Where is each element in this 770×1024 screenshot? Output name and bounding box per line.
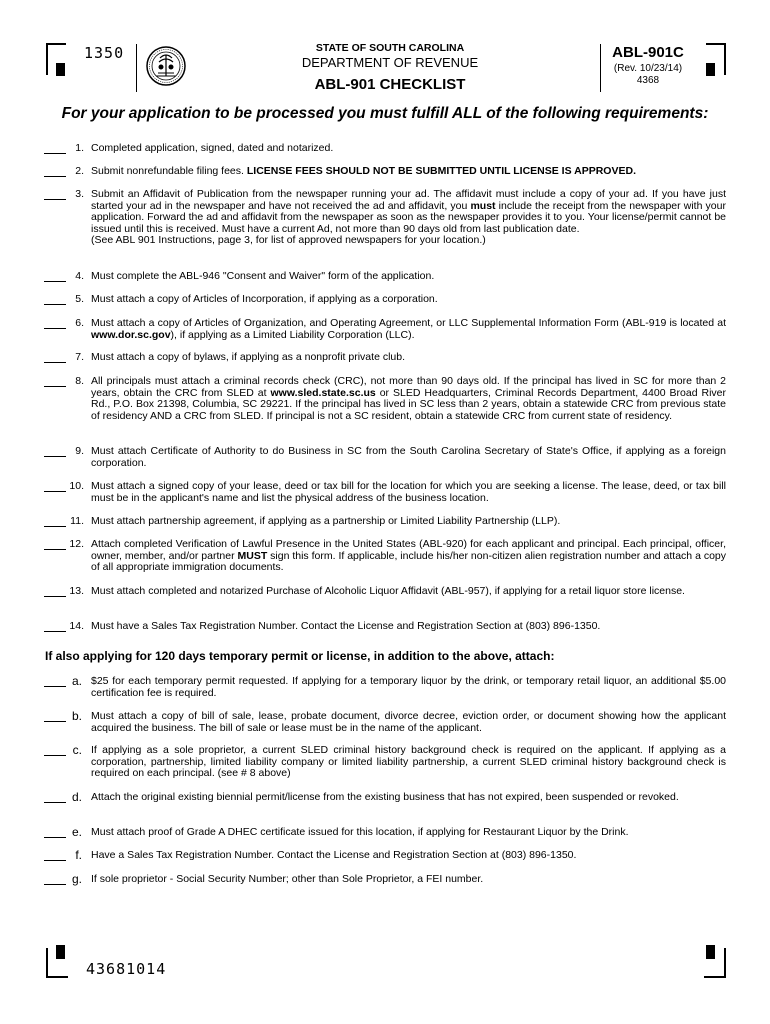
corner-mark-top-right-v: [724, 43, 726, 75]
corner-mark-top-left-h: [46, 43, 66, 45]
header-department: DEPARTMENT OF REVENUE: [301, 55, 479, 70]
item-text: $25 for each temporary permit requested. If applying for a temporary liquor by the drink, or temporary retail liquor, an additional $5.00 certification fee is required.: [91, 675, 726, 699]
item-text: [91, 166, 726, 178]
checklist-item-g: [44, 874, 726, 886]
item-number: 1.: [75, 142, 84, 154]
item-number: 12.: [69, 538, 84, 550]
checklist-item-10: [44, 481, 726, 504]
checklist-item-7: [44, 352, 726, 364]
corner-mark-top-right-block: [706, 63, 715, 76]
form-id-bottom: 43681014: [86, 960, 167, 978]
item-text: Must attach completed and notarized Purchase of Alcoholic Liquor Affidavit (ABL-957), if applying for a retail liquor store license.: [91, 585, 685, 597]
checklist-item-9: [44, 446, 726, 469]
corner-mark-bottom-right-block: [706, 945, 715, 959]
checklist-item-12: [44, 539, 726, 574]
form-revision: (Rev. 10/23/14): [613, 63, 683, 74]
checklist-item-8: [44, 376, 726, 422]
item-text-bold: MUST: [237, 549, 268, 562]
item-number: 3.: [75, 188, 84, 200]
corner-mark-bottom-left-h: [46, 976, 68, 978]
item-text: Must attach Certificate of Authority to do Business in SC from the South Carolina Secretary of State's Office, if applying as a foreign corporation.: [91, 445, 726, 469]
item-text: Must attach a signed copy of your lease, deed or tax bill for the location for which you are seeking a license. The lease, deed, or tax bill must be in the applicant's name and list the physical address of the business location.: [91, 480, 726, 504]
item-number: 14.: [69, 620, 84, 632]
item-letter: e.: [71, 825, 82, 839]
checklist-item-3: [44, 189, 726, 247]
item-text: Attach the original existing biennial permit/license from the existing business that has not expired, been suspended or revoked.: [91, 791, 679, 803]
item-letter: b.: [71, 709, 82, 723]
corner-mark-top-left-v: [46, 43, 48, 75]
header-center: [280, 42, 500, 93]
item-number: 2.: [75, 165, 84, 177]
item-letter: d.: [71, 790, 82, 804]
item-text-bold: must: [470, 199, 496, 212]
item-text: Must complete the ABL-946 "Consent and Waiver" form of the application.: [91, 270, 435, 282]
item-text-part: or SLED Headquarters, Criminal Records Department, 4400 Broad River Rd., P.O. Box 21398, Columbia, SC 29221. If the principal has lived in SC less than 2 years, obtain a statewide CRC from previous state of residency AND a CRC from SLED. If principal is not a SC resident, obtain a statewide CRC from current state of residency.: [91, 386, 726, 422]
header-divider-left: [136, 44, 137, 92]
header-divider-right: [600, 44, 601, 92]
checklist-item-13: [44, 586, 726, 598]
item-number: 13.: [69, 585, 84, 597]
checklist-item-1: [44, 143, 726, 155]
item-number: 9.: [75, 445, 84, 457]
form-code-box: [603, 44, 693, 86]
form-code: ABL-901C: [612, 44, 684, 61]
item-text: Must attach partnership agreement, if applying as a partnership or Limited Liability Partnership (LLP).: [91, 515, 561, 527]
item-text: [91, 539, 726, 574]
item-number: 6.: [75, 317, 84, 329]
item-text-part: Submit an Affidavit of Publication from the newspaper running your ad. The affidavit must include a copy of your ad. If you have just started your ad in the newspaper and have not received the ad and affidavit, you: [91, 188, 726, 212]
checklist-item-c: [44, 745, 726, 780]
item-text: Must attach a copy of bill of sale, lease, probate document, divorce decree, eviction order, or document showing how the applicant acquired the business. The bill of sale or lease must be in the name of the applicant.: [91, 710, 726, 734]
item-text-part: include the receipt from the newspaper with your application. Forward the ad and affidavit from the newspaper as soon as the newspaper provides it to you. Your license/permit cannot be issued until this is received. Must have a current Ad, not more than 90 days old from last publication date.: [91, 199, 726, 235]
corner-mark-bottom-right-v: [724, 948, 726, 978]
state-seal-icon: [146, 46, 186, 86]
item-number: 4.: [75, 270, 84, 282]
item-text-bold: LICENSE FEES SHOULD NOT BE SUBMITTED UNTIL LICENSE IS APPROVED.: [246, 165, 636, 177]
item-text: If sole proprietor - Social Security Number; other than Sole Proprietor, a FEI number.: [91, 873, 484, 885]
item-number: 11.: [70, 515, 84, 527]
item-letter: a.: [71, 674, 82, 688]
checklist-item-d: [44, 792, 726, 804]
item-link-sled[interactable]: www.sled.state.sc.us: [270, 386, 376, 399]
corner-mark-bottom-right-h: [704, 976, 726, 978]
item-text-part: Submit nonrefundable filing fees.: [91, 165, 247, 177]
item-text: [91, 189, 726, 247]
checklist-item-6: [44, 318, 726, 341]
corner-mark-bottom-left-block: [56, 945, 65, 959]
page-title: ABL-901 CHECKLIST: [314, 76, 466, 93]
item-number: 7.: [75, 351, 84, 363]
item-text: Must have a Sales Tax Registration Number. Contact the License and Registration Section at (803) 896-1350.: [91, 620, 601, 632]
item-text: Completed application, signed, dated and notarized.: [91, 142, 334, 154]
form-code-number: 4368: [636, 75, 660, 86]
requirements-headline: For your application to be processed you must fulfill ALL of the following requirements:: [61, 105, 709, 122]
temporary-permit-subhead: If also applying for 120 days temporary permit or license, in addition to the above, attach:: [45, 649, 555, 663]
item-text: Must attach a copy of bylaws, if applying as a nonprofit private club.: [91, 351, 406, 363]
checklist-item-4: [44, 271, 726, 283]
item-text-part: All principals must attach a criminal records check (CRC), not more than 90 days old. If the principal has lived in SC for more than 2 years, obtain the CRC from SLED at: [91, 375, 726, 399]
item-text: Must attach a copy of Articles of Incorporation, if applying as a corporation.: [91, 293, 438, 305]
item-text-part: Attach completed Verification of Lawful Presence in the United States (ABL-920) for each applicant and principal. Each principal, officer, owner, member, and/or partner: [91, 538, 726, 562]
checklist-item-b: [44, 711, 726, 734]
item-link-dor[interactable]: www.dor.sc.gov: [91, 328, 171, 341]
item-text: Have a Sales Tax Registration Number. Contact the License and Registration Section at (803) 896-1350.: [91, 849, 577, 861]
item-text: Must attach proof of Grade A DHEC certificate issued for this location, if applying for Restaurant Liquor by the Drink.: [91, 826, 629, 838]
item-text: If applying as a sole proprietor, a current SLED criminal history background check is required on the applicant. If applying as a corporation, partnership, limited liability company or limited liability partnership, a current SLED criminal history background check is required on each principal. (see # 8 above): [91, 744, 726, 780]
checklist-item-f: [44, 850, 726, 862]
corner-mark-top-left-block: [56, 63, 65, 76]
item-text-note: (See ABL 901 Instructions, page 3, for list of approved newspapers for your location.): [91, 234, 486, 247]
item-text-part: sign this form. If applicable, include his/her non-citizen alien registration number and attach a copy of all appropriate immigration documents.: [91, 549, 726, 574]
item-text: [91, 376, 726, 422]
checklist-item-a: [44, 676, 726, 699]
corner-mark-bottom-left-v: [46, 948, 48, 978]
item-number: 8.: [75, 375, 84, 387]
checklist-item-14: [44, 621, 726, 633]
item-text-part: ), if applying as a Limited Liability Corporation (LLC).: [170, 328, 415, 341]
item-number: 10.: [69, 480, 84, 492]
corner-mark-top-right-h: [706, 43, 726, 45]
checklist-item-5: [44, 294, 726, 306]
item-text: [91, 318, 726, 341]
item-number: 5.: [75, 293, 84, 305]
item-letter: g.: [71, 872, 82, 886]
checklist-item-2: [44, 166, 726, 178]
header-state: STATE OF SOUTH CAROLINA: [315, 42, 465, 54]
item-letter: c.: [72, 743, 82, 757]
checklist-item-11: [44, 516, 726, 528]
form-id-top: 1350: [84, 44, 125, 62]
item-text-part: Must attach a copy of Articles of Organization, and Operating Agreement, or LLC Supplemental Information Form (ABL-919 is located at: [91, 317, 726, 329]
item-letter: f.: [75, 848, 82, 862]
checklist-item-e: [44, 827, 726, 839]
